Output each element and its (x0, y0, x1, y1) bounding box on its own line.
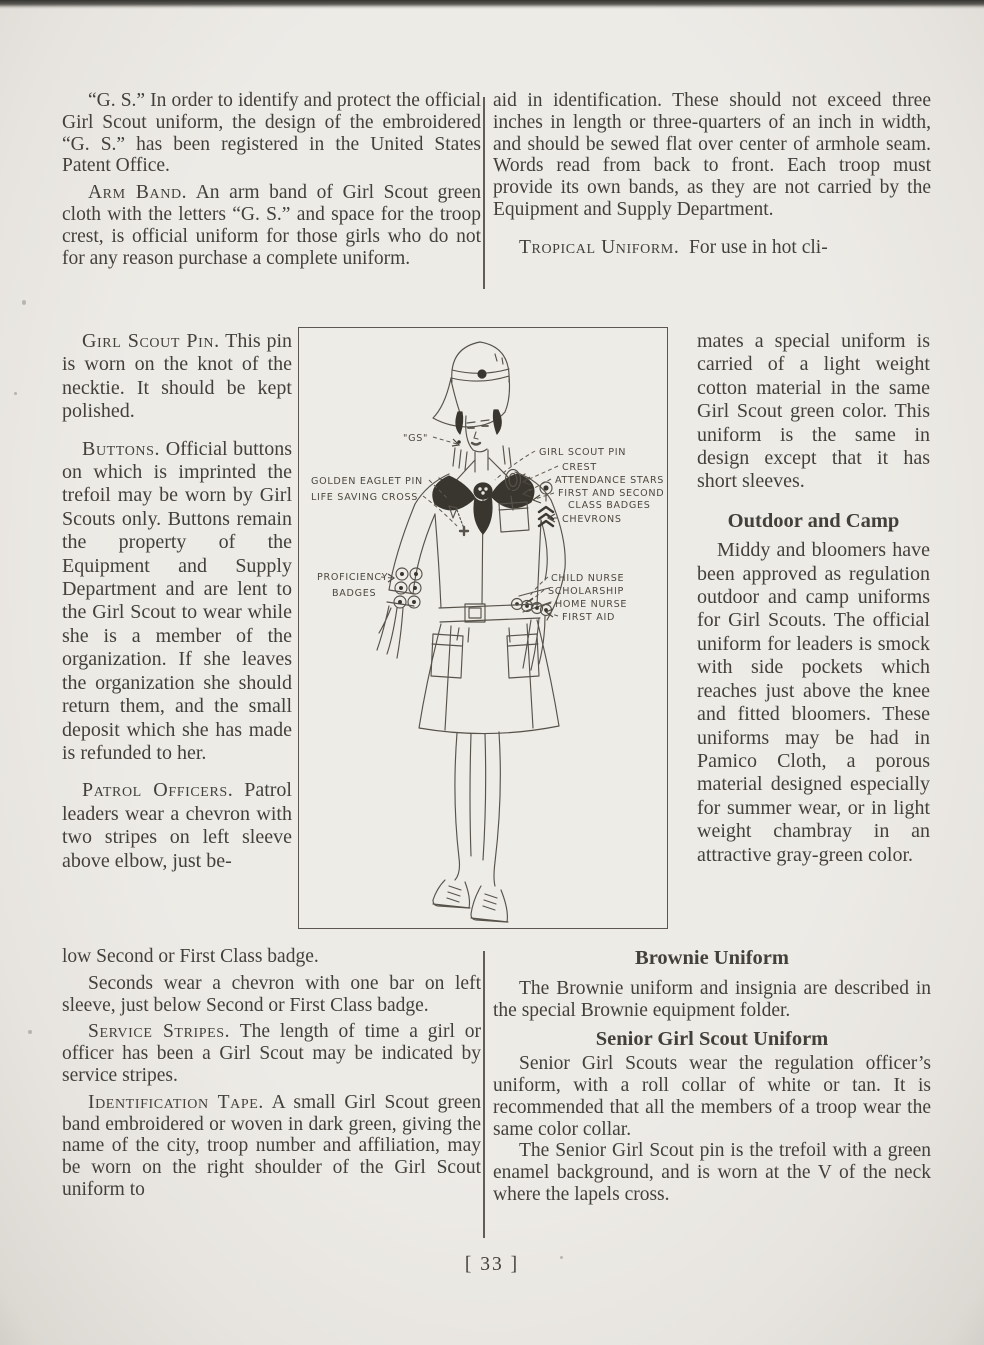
shoe-left (433, 880, 470, 908)
label-first-aid: FIRST AID (562, 612, 616, 623)
paragraph-text: This pin is worn on the knot of the necktie. It should be kept polished. (62, 330, 292, 423)
medal-ribbon (457, 510, 463, 526)
paragraph-text: Patrol leaders wear a chevron with two stripes on left sleeve above elbow, just be- (62, 779, 292, 872)
neck (475, 450, 488, 472)
right-arm (389, 504, 435, 594)
proficiency-badges-group (394, 568, 422, 608)
mouth (472, 443, 480, 445)
paragraph-text: The Brownie uniform and insignia are described in the special Brownie equipment folder. (493, 977, 931, 1021)
column-divider-bottom (483, 951, 485, 1238)
paragraph-brownie (493, 978, 931, 1022)
heading-text: Senior Girl Scout Uniform (595, 1028, 829, 1051)
waist-gathers (457, 628, 510, 642)
heading-senior-uniform (493, 1029, 931, 1051)
scout-figure-drawing (377, 342, 565, 922)
hair-left (456, 412, 463, 434)
paragraph-text: Seconds wear a chevron with one bar on left sleeve, just below Second or First Class badge. (62, 972, 481, 1016)
uniform-illustration-frame (298, 327, 668, 929)
paragraph-patrol-officers-cont (62, 946, 481, 968)
paragraph-buttons (62, 438, 292, 766)
right-column-bottom (493, 948, 931, 1206)
skirt-pocket-left (431, 634, 463, 678)
label-child-nurse: CHILD NURSE (551, 573, 625, 584)
label-badges: BADGES (332, 588, 377, 599)
label-life-saving-cross: LIFE SAVING CROSS (311, 492, 419, 503)
legs (455, 732, 500, 886)
column-divider-top (483, 97, 485, 289)
neckerchief-tails (474, 496, 492, 534)
eyebrows (467, 420, 489, 423)
hat-badge (478, 370, 486, 378)
label-class-badges: CLASS BADGES (568, 500, 651, 511)
shoe-left-laces (447, 886, 461, 902)
label-crest: CREST (562, 462, 597, 473)
left-column-bottom (62, 946, 481, 1201)
left-hand (523, 616, 545, 670)
label-first-and-second: FIRST AND SECOND (558, 488, 665, 499)
label-golden-eaglet-pin: GOLDEN EAGLET PIN (311, 476, 423, 487)
life-saving-cross-shape (460, 527, 468, 535)
girl-scout-uniform-illustration (299, 328, 666, 927)
label-proficiency: PROFICIENCY (317, 572, 389, 583)
paragraph-lead: Service Stripes. (88, 1021, 231, 1043)
scan-edge-shadow (0, 0, 984, 9)
label-girl-scout-pin: GIRL SCOUT PIN (539, 447, 627, 458)
neckerchief-knot (474, 483, 492, 499)
paragraph-lead: Identification Tape. (88, 1091, 264, 1113)
heading-outdoor-and-camp (697, 510, 930, 533)
heading-text: Brownie Uniform (635, 947, 789, 969)
page-number: [ 33 ] (464, 1254, 520, 1275)
paragraph-arm-band (62, 182, 481, 269)
paragraph-text: An arm band of Girl Scout green cloth with the letters “G. S.” and space for the troop crest, is official uniform for those girls who do not for any reason purchase a complete uniform. (62, 182, 481, 269)
face-outline (466, 416, 487, 452)
paragraph-text: For use in hot cli- (689, 236, 828, 258)
nose (474, 432, 478, 439)
belt-buckle-inner (469, 608, 481, 618)
paragraph-patrol-officers (62, 779, 292, 873)
shoe-right-laces (483, 894, 497, 910)
paragraph-senior-2 (493, 1140, 931, 1205)
paragraph-middy-bloomers (697, 539, 930, 867)
paragraph-seconds (62, 973, 481, 1017)
paragraph-lead: Patrol Officers. (82, 779, 234, 802)
paragraph-lead: Tropical Uniform. (519, 236, 680, 258)
paragraph-text: The Senior Girl Scout pin is the trefoil with a green enamel background, and is worn at the V of the neck where the lapels cross. (493, 1140, 931, 1205)
shirt-gathers (453, 446, 511, 470)
paragraph-senior-1 (493, 1053, 931, 1140)
paragraph-text: A small Girl Scout green band embroidered or woven in dark green, giving the name of the city, troop number and affiliation, may be worn on the right shoulder of the Girl Scout uniform to (62, 1091, 481, 1200)
paragraph-lead: Arm Band. (88, 182, 188, 204)
shoe-right (471, 886, 508, 922)
paragraph-gs-registration (62, 90, 481, 177)
paragraph-lead: Buttons. (82, 437, 161, 460)
scan-speck (14, 392, 17, 395)
paragraph-text: Official buttons on which is imprinted the trefoil may be worn by Girl Scouts only. Buttons remain the property of the Equipment and Supply Department and are lent to the Girl Scout to wear while she is a member of the organization. If she leaves the organization she should return them, and the small deposit which she has made is refunded to her. (62, 437, 292, 764)
paragraph-text: Senior Girl Scouts wear the regulation officer’s uniform, with a roll collar of white or tan. It is recommended that all the members of a troop wear the same color collar. (493, 1053, 931, 1140)
scan-speck (560, 1256, 563, 1259)
scan-speck (22, 300, 26, 305)
class-badge-center (544, 486, 548, 490)
paragraph-girl-scout-pin (62, 330, 292, 424)
paragraph-text: low Second or First Class badge. (62, 946, 319, 967)
paragraph-tropical-cont (697, 330, 930, 494)
paragraph-identification-tape-cont (493, 90, 931, 221)
right-column-narrow (697, 330, 930, 867)
gs-embroidery-mark (458, 441, 460, 443)
paragraph-lead: Girl Scout Pin. (82, 330, 220, 352)
label-home-nurse: HOME NURSE (555, 599, 628, 610)
hair-right (493, 410, 501, 434)
label-gs: "GS" (403, 433, 429, 444)
label-attendance-stars: ATTENDANCE STARS (555, 475, 665, 486)
paragraph-text: aid in identification. These should not exceed three inches in length or three-quarters of an inch in width, and should be sewed flat over center of armhole seam. Words read from back to front. Each troop must provide its own bands, as they are not carried by the Equipment and Supply Department. (493, 90, 931, 220)
paragraph-service-stripes (62, 1021, 481, 1086)
paragraph-tropical-uniform (493, 237, 931, 259)
right-column-top (493, 90, 931, 259)
left-cuff-badges-group (512, 599, 552, 616)
paragraph-identification-tape (62, 1092, 481, 1201)
paragraph-text: mates a special uniform is carried of a light weight cotton material in the same Girl Scout green color. This uniform is the same in design except that it has short sleeves. (697, 330, 930, 493)
label-leader-lines (381, 437, 558, 617)
neckerchief-left (433, 476, 475, 510)
right-hand (377, 606, 403, 658)
scan-speck (28, 1030, 32, 1034)
heading-brownie-uniform (493, 948, 931, 970)
paragraph-text: Middy and bloomers have been approved as regulation outdoor and camp uniforms for Girl Scouts. The official uniform for leaders is smock with side pockets which reaches just above the knee and fitted bloomers. These uniforms may be had in Pamico Cloth, a porous material designed especially for summer wear, or in light weight chambray in an attractive gray-green color. (697, 539, 930, 866)
hat-detail (495, 354, 503, 364)
belt (439, 604, 540, 622)
label-chevrons: CHEVRONS (562, 514, 622, 525)
paragraph-text: The length of time a girl or officer has been a Girl Scout may be indicated by service stripes. (62, 1021, 481, 1086)
heading-text: Outdoor and Camp (727, 509, 900, 532)
left-column-narrow (62, 330, 292, 873)
label-scholarship: SCHOLARSHIP (548, 586, 624, 597)
paragraph-text: “G. S.” In order to identify and protect the official Girl Scout uniform, the design of the embroidered “G. S.” has been registered in the United States Patent Office. (62, 90, 481, 177)
left-column-top (62, 90, 481, 269)
